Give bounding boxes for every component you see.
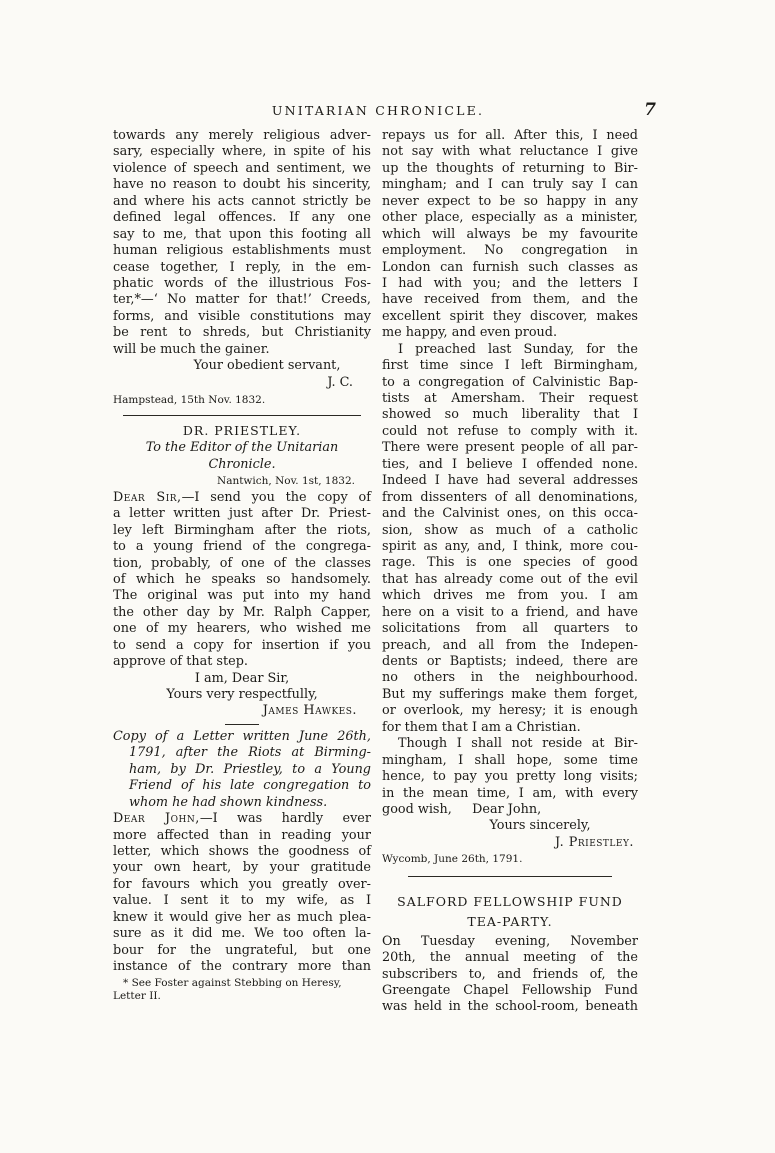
to-editor-line: Chronicle. [208, 456, 276, 472]
text-line: and where his acts cannot strictly be [113, 193, 371, 209]
text-line: towards any merely religious adver- [113, 128, 371, 143]
text-line: never expect to be so happy in any [382, 193, 638, 209]
text-line: approve of that step. [113, 654, 248, 670]
text-line: ter,*—‘ No matter for that!’ Creeds, [113, 292, 371, 308]
text-line: could not refuse to comply with it. [382, 423, 638, 439]
short-divider [225, 724, 259, 725]
text-line: good wish, Dear John, [382, 801, 542, 817]
text-line: Friend of his late congregation to [129, 778, 371, 794]
text-line: a letter written just after Dr. Priest- [113, 506, 371, 522]
text-line: instance of the contrary more than [113, 959, 371, 974]
text-line: to a congregation of Calvinistic Bap- [382, 374, 638, 390]
running-title: UNITARIAN CHRONICLE. [271, 103, 485, 118]
text-line: no others in the neighbourhood. [382, 670, 638, 686]
letter-dateline: Hampstead, 15th Nov. 1832. [113, 394, 266, 406]
page-number: 7 [644, 100, 656, 120]
text-line: bour for the ungrateful, but one [113, 942, 371, 958]
salutation: Dear John, [113, 811, 200, 827]
text-line: of which he speaks so handsomely. [113, 571, 371, 587]
letter-closing: I am, Dear Sir, [194, 670, 290, 686]
text-line: cease together, I reply, in the em- [113, 259, 371, 275]
letter-closing: Yours sincerely, [489, 818, 591, 834]
text-line: mingham; and I can truly say I can [382, 177, 638, 193]
text-line: in the mean time, I am, with every [382, 785, 638, 801]
text-line: from dissenters of all denominations, [382, 489, 638, 505]
copy-heading [113, 729, 371, 811]
section-title: DR. PRIESTLEY. [182, 423, 302, 439]
text-line: forms, and visible constitutions may [113, 308, 371, 324]
text-line: value. I sent it to my wife, as I [113, 893, 371, 909]
text-line: not say with what reluctance I give [382, 144, 638, 160]
section-divider [408, 876, 612, 877]
letter-signature: James Hawkes. [262, 703, 357, 719]
text-line: solicitations from all quarters to [382, 621, 638, 637]
text-line: employment. No congregation in [382, 243, 638, 259]
page-header [100, 100, 656, 125]
text-line: letter, which shows the goodness of [113, 843, 371, 859]
text-line: dents or Baptists; indeed, there are [382, 654, 638, 669]
section-title: SALFORD FELLOWSHIP FUND [397, 893, 623, 909]
text-line: and the Calvinist ones, on this occa- [382, 506, 638, 522]
text-line: me happy, and even proud. [382, 325, 558, 341]
letter-dateline: Wycomb, June 26th, 1791. [382, 853, 523, 866]
text-line: Dear Sir,—I send you the copy of [113, 489, 371, 505]
text-line: I had with you; and the letters I [382, 275, 638, 291]
text-line: 1791, after the Riots at Birming- [129, 745, 371, 761]
footnote [113, 977, 371, 1003]
text-line: On Tuesday evening, November [382, 933, 638, 949]
text-line: But my sufferings make them forget, [382, 686, 638, 702]
text-line: The original was put into my hand [113, 588, 371, 604]
text-line: other place, especially as a minister, [382, 210, 638, 226]
text-line: sure as it did me. We too often la- [113, 926, 371, 942]
text-line: or overlook, my heresy; it is enough [382, 703, 638, 719]
text-line: human religious establishments must [113, 243, 371, 259]
text-line: will be much the gainer. [113, 341, 270, 357]
text-line: ties, and I believe I offended none. [382, 456, 638, 472]
footnote-line: * See Foster against Stebbing on Heresy, [123, 977, 342, 990]
section-divider [123, 415, 361, 416]
text-line: for favours which you greatly over- [113, 876, 371, 892]
text-line: Indeed I have had several addresses [382, 473, 638, 489]
text-line: to a young friend of the congrega- [113, 539, 371, 555]
text-line: here on a visit to a friend, and have [382, 604, 638, 620]
text-line: was held in the school-room, beneath [382, 999, 638, 1015]
text-line: 20th, the annual meeting of the [382, 950, 638, 966]
letter-signature: J. C. [327, 374, 353, 390]
text-line: be rent to shreds, but Christianity [113, 325, 371, 341]
text-line: more affected than in reading your [113, 827, 371, 843]
letter-closing: Yours very respectfully, [166, 687, 318, 702]
text-line: preach, and all from the Indepen- [382, 637, 638, 653]
text-line: the other day by Mr. Ralph Capper, [113, 604, 371, 620]
letter-jc-body [113, 128, 371, 358]
text-line: Copy of a Letter written June 26th, [113, 728, 371, 744]
text-line: violence of speech and sentiment, we [113, 160, 371, 176]
text-line: ham, by Dr. Priestley, to a Young [129, 761, 371, 777]
text-line: one of my hearers, who wished me [113, 621, 371, 637]
right-column [382, 128, 638, 1016]
text-line: which will always be my favourite [382, 226, 638, 242]
text-line: tists at Amersham. Their request [382, 391, 638, 406]
text-line: rage. This is one species of good [382, 555, 638, 571]
text-line: up the thoughts of returning to Bir- [382, 160, 638, 176]
text-line: first time since I left Birmingham, [382, 358, 638, 374]
text-line: say to me, that upon this footing all [113, 226, 371, 242]
text-line: Greengate Chapel Fellowship Fund [382, 983, 638, 998]
text-line: that has already come out of the evil [382, 571, 638, 587]
text-line: tion, probably, of one of the classes [113, 555, 371, 571]
text-line: knew it would give her as much plea- [113, 909, 371, 925]
text-line: sary, especially where, in spite of his [113, 144, 371, 160]
text-line: There were present people of all par- [382, 440, 638, 456]
letter-closing: Your obedient servant, [193, 358, 341, 374]
section-title: TEA-PARTY. [467, 913, 553, 929]
left-column [113, 128, 371, 1003]
text-line: whom he had shown kindness. [129, 794, 328, 810]
text-line: have no reason to doubt his sincerity, [113, 177, 371, 193]
to-editor-line: To the Editor of the Unitarian [145, 440, 339, 456]
text-line: subscribers to, and friends of, the [382, 966, 638, 982]
text-line: hence, to pay you pretty long visits; [382, 769, 638, 785]
text-line: your own heart, by your gratitude [113, 860, 371, 876]
text-line: for them that I am a Christian. [382, 719, 581, 735]
text-line: I preached last Sunday, for the [398, 341, 638, 357]
text-line: phatic words of the illustrious Fos- [113, 275, 371, 291]
text-line: ley left Birmingham after the riots, [113, 522, 371, 538]
text-line: spirit as any, and, I think, more cou- [382, 538, 638, 554]
text-line: London can furnish such classes as [382, 259, 638, 275]
text-line: repays us for all. After this, I need [382, 128, 638, 143]
text-line: excellent spirit they discover, makes [382, 308, 638, 324]
text-line: to send a copy for insertion if you [113, 637, 371, 653]
text-line: showed so much liberality that I [382, 407, 638, 423]
text-line: Dear John,—I was hardly ever [113, 811, 371, 827]
text-line: defined legal offences. If any one [113, 210, 371, 226]
letter-signature: J. Priestley. [554, 834, 634, 850]
text-line: sion, show as much of a catholic [382, 522, 638, 538]
text-line: which drives me from you. I am [382, 588, 638, 604]
letter-dateline: Nantwich, Nov. 1st, 1832. [217, 475, 355, 488]
text-line: have received from them, and the [382, 292, 638, 308]
text-line: mingham, I shall hope, some time [382, 752, 638, 768]
salutation: Dear Sir, [113, 489, 182, 505]
footnote-line: Letter II. [113, 990, 161, 1003]
text-line: Though I shall not reside at Bir- [398, 736, 638, 752]
